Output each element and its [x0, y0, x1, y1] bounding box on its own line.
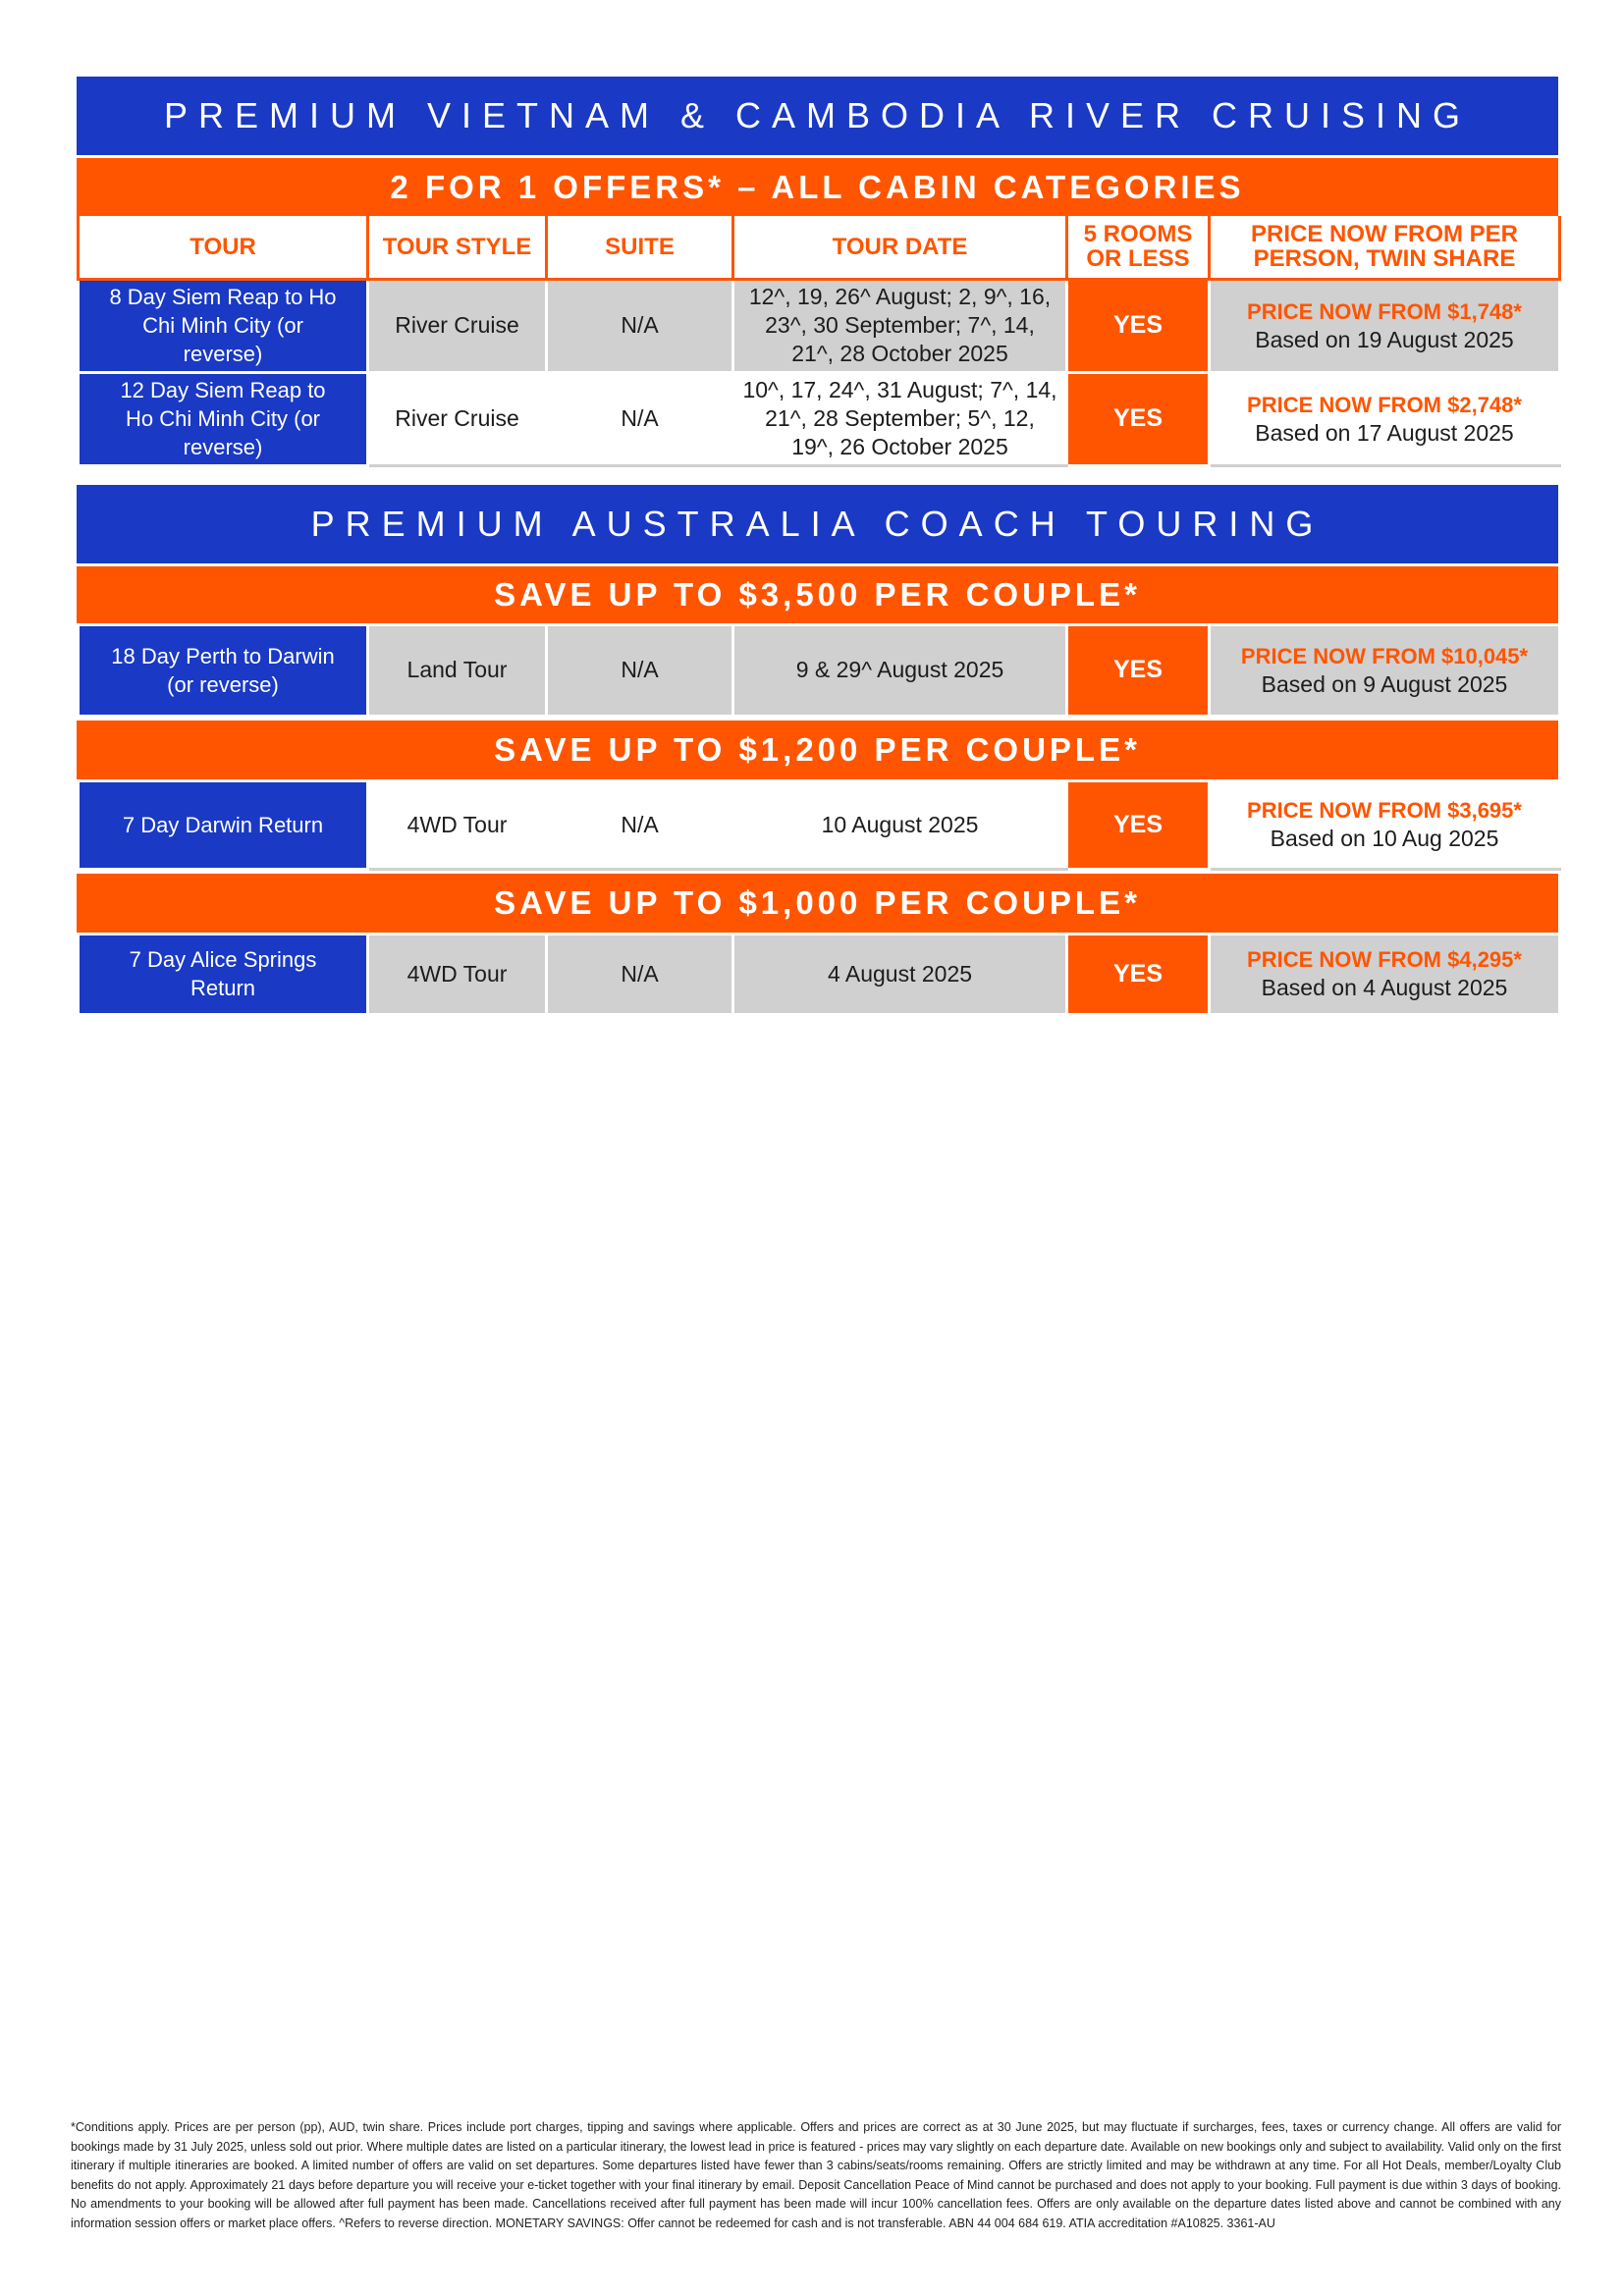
suite: N/A: [547, 372, 733, 465]
offers-sheet: [77, 77, 1558, 1016]
col-header-tour-date: TOUR DATE: [733, 216, 1067, 279]
price-basis: Based on 17 August 2025: [1255, 419, 1514, 446]
coach-table-alice-springs: [77, 933, 1561, 1016]
tour-style: 4WD Tour: [368, 934, 547, 1014]
suite: N/A: [547, 780, 733, 869]
coach-table-perth-darwin: [77, 623, 1561, 718]
table-row: [79, 934, 1560, 1014]
tour-dates: 4 August 2025: [733, 934, 1067, 1014]
river-cruise-table: [77, 216, 1561, 467]
price-from: PRICE NOW FROM $10,045*: [1240, 643, 1529, 668]
table-row: [79, 624, 1560, 716]
tour-name: 12 Day Siem Reap to Ho Chi Minh City (or reverse): [79, 372, 368, 465]
price-from: PRICE NOW FROM $3,695*: [1247, 798, 1522, 823]
terms-footnote: *Conditions apply. Prices are per person (pp), AUD, twin share. Prices include port charges, tipping and savings where applicable. Offers and prices are correct as at 30 June 2025, but may fluctuate if surcharges, fees, taxes or currency change. All offers are valid for bookings made by 31 July 2025, unless sold out prior. Where multiple dates are listed on a particular itinerary, the lowest lead in price is featured - prices may vary slightly on each departure date. Available on new bookings only and subject to availability. Valid only on the first itinerary if multiple itineraries are booked. A limited number of offers are valid on set departures. Some departures listed have fewer than 3 cabins/seats/rooms remaining. Offers are strictly limited and may be withdrawn at any time. For all Hot Deals, member/Loyalty Club benefits do not apply. Approximately 21 days before departure you will receive your e-ticket together with your final itinerary by email. Deposit Cancellation Peace of Mind cannot be purchased and does not apply to your booking. Full payment is due within 3 days of booking. No amendments to your booking will be allowed after full payment has been made. Cancellations received after full payment has been made will incur 100% cancellation fees. Offers are only available on the departure dates listed above and cannot be combined with any information session offers or market place offers. ^Refers to reverse direction. MONETARY SAVINGS: Offer cannot be redeemed for cash and is not transferable. ABN 44 004 684 619. ATIA accreditation #A10825. 3361-AU: [71, 2120, 1561, 2230]
tour-name: 7 Day Darwin Return: [79, 780, 368, 869]
section-title-australia-coach: PREMIUM AUSTRALIA COACH TOURING: [77, 485, 1558, 563]
price-cell: [1210, 780, 1560, 869]
tour-name: 8 Day Siem Reap to Ho Chi Minh City (or reverse): [79, 279, 368, 372]
tour-style: Land Tour: [368, 624, 547, 716]
tour-dates: 12^, 19, 26^ August; 2, 9^, 16, 23^, 30 September; 7^, 14, 21^, 28 October 2025: [733, 279, 1067, 372]
suite: N/A: [547, 934, 733, 1014]
offer-banner-save-3500: SAVE UP TO $3,500 PER COUPLE*: [77, 563, 1558, 623]
price-basis: Based on 4 August 2025: [1261, 975, 1508, 1000]
table-header-row: [79, 216, 1560, 279]
tour-style: River Cruise: [368, 279, 547, 372]
tour-dates: 10^, 17, 24^, 31 August; 7^, 14, 21^, 28 September; 5^, 12, 19^, 26 October 2025: [733, 372, 1067, 465]
suite: N/A: [547, 279, 733, 372]
offer-banner-save-1000: SAVE UP TO $1,000 PER COUPLE*: [77, 871, 1558, 933]
table-row: [79, 372, 1560, 465]
price-cell: [1210, 372, 1560, 465]
price-basis: Based on 19 August 2025: [1255, 326, 1514, 352]
rooms-badge: YES: [1067, 780, 1210, 869]
table-row: [79, 279, 1560, 372]
price-from: PRICE NOW FROM $4,295*: [1247, 947, 1522, 972]
price-from: PRICE NOW FROM $2,748*: [1247, 392, 1522, 417]
rooms-badge: YES: [1067, 372, 1210, 465]
tour-dates: 9 & 29^ August 2025: [733, 624, 1067, 716]
offer-banner-save-1200: SAVE UP TO $1,200 PER COUPLE*: [77, 718, 1558, 779]
price-basis: Based on 10 Aug 2025: [1270, 826, 1499, 851]
price-basis: Based on 9 August 2025: [1261, 670, 1508, 697]
rooms-badge: YES: [1067, 279, 1210, 372]
price-cell: [1210, 279, 1560, 372]
col-header-tour-style: TOUR STYLE: [368, 216, 547, 279]
price-from: PRICE NOW FROM $1,748*: [1247, 298, 1522, 324]
suite: N/A: [547, 624, 733, 716]
col-header-tour: TOUR: [79, 216, 368, 279]
tour-style: River Cruise: [368, 372, 547, 465]
col-header-suite: SUITE: [547, 216, 733, 279]
section-title-vietnam-cambodia: PREMIUM VIETNAM & CAMBODIA RIVER CRUISING: [77, 77, 1558, 155]
table-row: [79, 780, 1560, 869]
tour-style: 4WD Tour: [368, 780, 547, 869]
price-cell: [1210, 624, 1560, 716]
coach-table-darwin-return: [77, 779, 1561, 871]
price-cell: [1210, 934, 1560, 1014]
tour-dates: 10 August 2025: [733, 780, 1067, 869]
col-header-rooms: 5 ROOMS OR LESS: [1067, 216, 1210, 279]
rooms-badge: YES: [1067, 934, 1210, 1014]
rooms-badge: YES: [1067, 624, 1210, 716]
col-header-price: PRICE NOW FROM PER PERSON, TWIN SHARE: [1210, 216, 1560, 279]
offer-banner-2-for-1: 2 FOR 1 OFFERS* – ALL CABIN CATEGORIES: [77, 155, 1558, 216]
tour-name: 7 Day Alice Springs Return: [79, 934, 368, 1014]
tour-name: 18 Day Perth to Darwin (or reverse): [79, 624, 368, 716]
